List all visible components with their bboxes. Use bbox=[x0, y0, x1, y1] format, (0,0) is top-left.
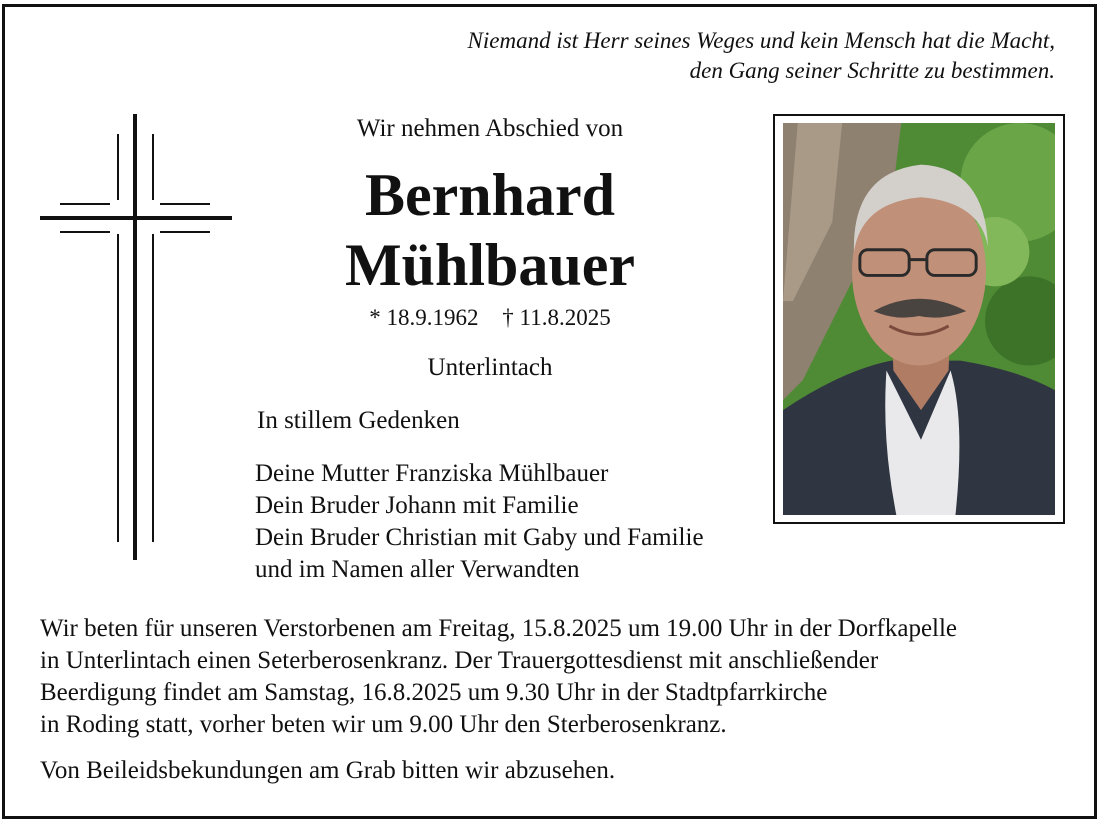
memory-line: In stillem Gedenken bbox=[257, 407, 460, 434]
notice-line: Beerdigung findet am Samstag, 16.8.2025 um 9.30 Uhr in der Stadtpfarrkirche bbox=[40, 679, 828, 706]
residence: Unterlintach bbox=[427, 354, 553, 381]
funeral-notice bbox=[40, 613, 1070, 741]
quote bbox=[295, 26, 1055, 86]
mourner-line: Dein Bruder Johann mit Familie bbox=[255, 492, 579, 519]
life-dates bbox=[290, 305, 690, 331]
intro-text: Wir nehmen Abschied von bbox=[356, 115, 624, 142]
cross-icon bbox=[38, 112, 234, 562]
notice-line: Wir beten für unseren Verstorbenen am Freitag, 15.8.2025 um 19.00 Uhr in der Dorfkapelle bbox=[40, 615, 958, 642]
quote-line-1: Niemand ist Herr seines Weges und kein Mensch hat die Macht, bbox=[467, 28, 1055, 53]
first-name: Bernhard bbox=[364, 162, 616, 228]
notice-line: in Roding statt, vorher beten wir um 9.00 Uhr den Sterberosenkranz. bbox=[40, 711, 727, 738]
mourners-list bbox=[255, 458, 704, 586]
mourner-line: Deine Mutter Franziska Mühlbauer bbox=[255, 460, 609, 487]
mourner-line: Dein Bruder Christian mit Gaby und Familie bbox=[255, 524, 704, 551]
notice-line: in Unterlintach einen Seterberosenkranz. Der Trauergottesdienst mit anschließender bbox=[40, 647, 879, 674]
death-date: † 11.8.2025 bbox=[502, 305, 611, 330]
birth-date: * 18.9.1962 bbox=[369, 305, 479, 330]
quote-line-2: den Gang seiner Schritte zu bestimmen. bbox=[689, 58, 1055, 83]
last-name: Mühlbauer bbox=[344, 232, 636, 298]
mourner-line: und im Namen aller Verwandten bbox=[255, 556, 580, 583]
closing-request: Von Beileidsbekundungen am Grab bitten wir abzusehen. bbox=[40, 757, 616, 784]
deceased-name bbox=[290, 160, 690, 300]
portrait-photo bbox=[773, 114, 1065, 524]
